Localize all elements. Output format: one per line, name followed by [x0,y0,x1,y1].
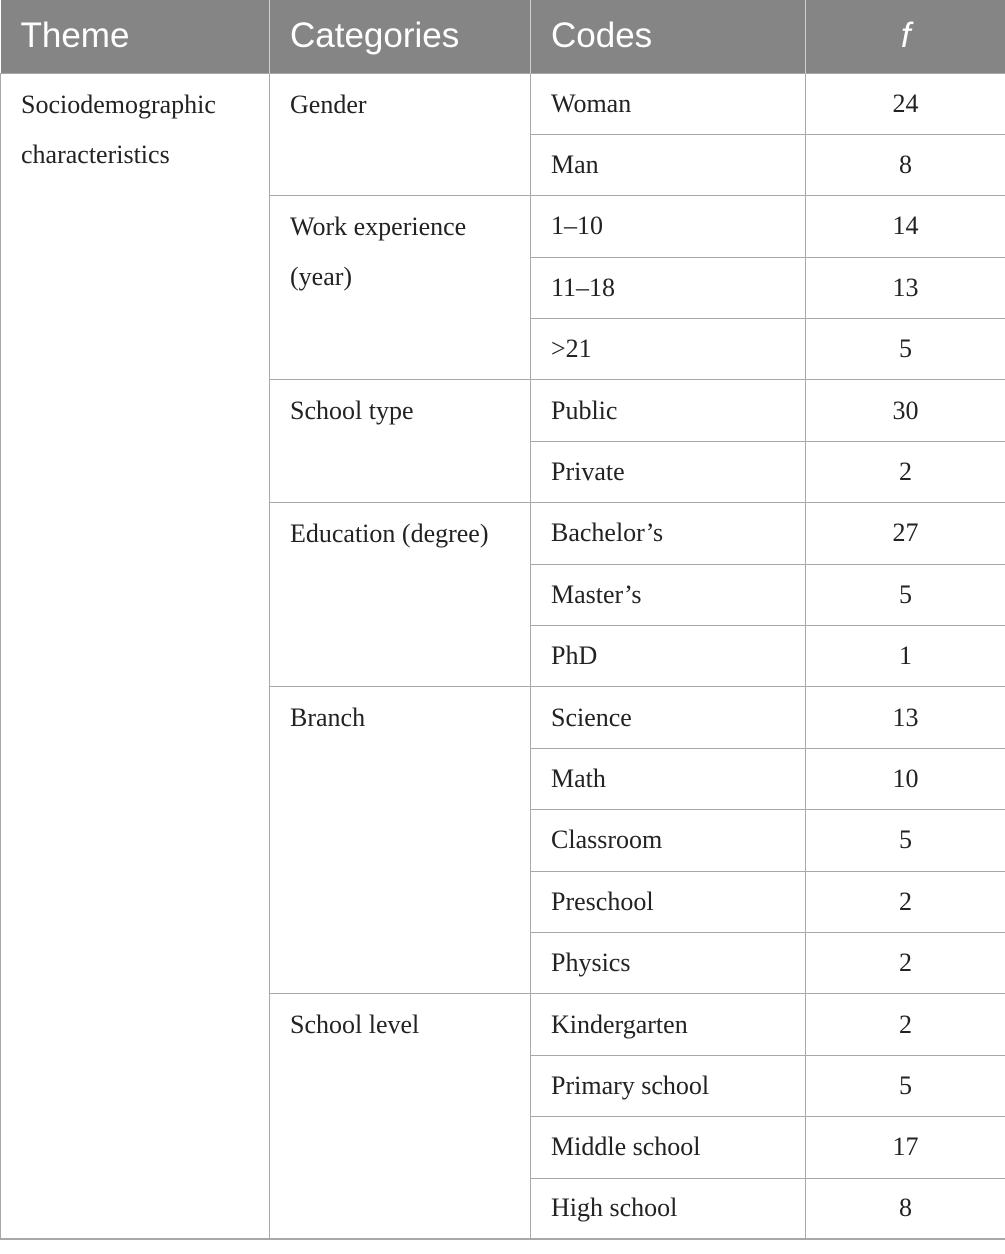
frequency-cell: 17 [806,1117,1005,1178]
code-cell: High school [531,1178,806,1239]
code-cell: Bachelor’s [531,503,806,564]
code-cell: Physics [531,932,806,993]
frequency-cell: 2 [806,932,1005,993]
code-cell: PhD [531,626,806,687]
frequency-cell: 2 [806,871,1005,932]
header-categories: Categories [270,0,531,73]
header-frequency: f [806,0,1005,73]
frequency-cell: 27 [806,503,1005,564]
code-cell: >21 [531,319,806,380]
code-cell: Woman [531,73,806,134]
theme-cell: Sociodemographic characteristics [1,73,270,1239]
header-row [1,0,1005,73]
table-header [1,0,1005,73]
category-cell: Work experience (year) [270,196,531,380]
code-cell: Primary school [531,1055,806,1116]
category-cell: School level [270,994,531,1240]
code-cell: Math [531,748,806,809]
code-cell: Middle school [531,1117,806,1178]
frequency-cell: 5 [806,564,1005,625]
frequency-cell: 8 [806,1178,1005,1239]
category-cell: Education (degree) [270,503,531,687]
frequency-cell: 5 [806,319,1005,380]
frequency-cell: 1 [806,626,1005,687]
frequency-cell: 10 [806,748,1005,809]
code-cell: Master’s [531,564,806,625]
table-body [1,73,1005,1239]
frequency-cell: 30 [806,380,1005,441]
header-theme: Theme [1,0,270,73]
frequency-cell: 5 [806,1055,1005,1116]
code-cell: Private [531,441,806,502]
frequency-cell: 5 [806,810,1005,871]
category-cell: School type [270,380,531,503]
frequency-cell: 2 [806,441,1005,502]
code-cell: Classroom [531,810,806,871]
code-cell: 11–18 [531,257,806,318]
category-cell: Branch [270,687,531,994]
frequency-cell: 13 [806,257,1005,318]
category-cell: Gender [270,73,531,196]
code-cell: Man [531,134,806,195]
code-cell: Kindergarten [531,994,806,1055]
code-cell: Public [531,380,806,441]
header-codes: Codes [531,0,806,73]
table-row [1,73,1005,134]
code-cell: Preschool [531,871,806,932]
frequency-cell: 8 [806,134,1005,195]
code-cell: Science [531,687,806,748]
frequency-cell: 14 [806,196,1005,257]
frequency-cell: 2 [806,994,1005,1055]
frequency-cell: 13 [806,687,1005,748]
frequency-cell: 24 [806,73,1005,134]
code-cell: 1–10 [531,196,806,257]
